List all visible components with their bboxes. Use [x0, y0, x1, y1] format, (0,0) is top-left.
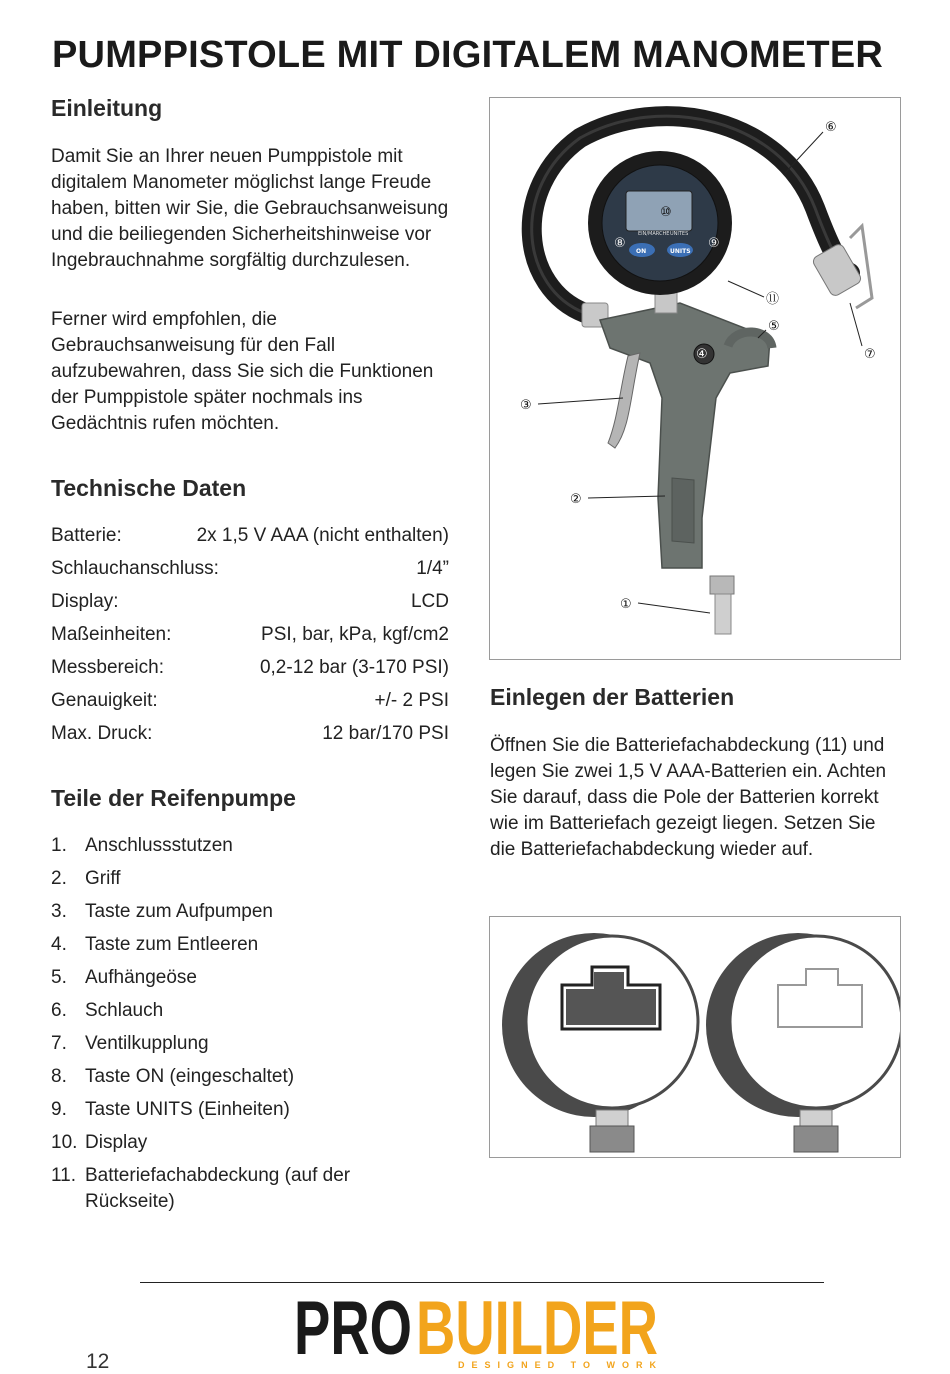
list-item: [51, 833, 385, 859]
callout-line-1: [638, 603, 710, 613]
spec-label: Display:: [51, 591, 119, 612]
intro-paragraph-1: Damit Sie an Ihrer neuen Pumppistole mit digitalem Manometer möglichst lange Freude haben, bitten wir Sie, die Gebrauchsanweisung und die beiliegenden Sicherheitshinweise vor Ingebrauchnahme sorgfältig durchzulesen.: [51, 146, 449, 271]
logo-pro-text: PRO: [294, 1288, 412, 1370]
spec-label: Maßeinheiten:: [51, 624, 172, 645]
spec-label: Schlauchanschluss:: [51, 558, 219, 579]
list-item: [51, 1097, 385, 1123]
batteries-paragraph: Öffnen Sie die Batteriefachabdeckung (11) und legen Sie zwei 1,5 V AAA-Batterien ein. Achten Sie darauf, dass die Pole der Batterien korrekt wie im Batteriefach gezeigt liegen. Setzen Sie die Batteriefachabdeckung wieder auf.: [490, 735, 887, 860]
logo-tagline: DESIGNED TO WORK: [458, 1360, 656, 1370]
connector-pin-shape: [715, 594, 731, 634]
gauge-small-left-label: EIN/MARCHE: [638, 231, 670, 237]
spec-row-hose-connection: [51, 556, 449, 582]
trigger-shape: [608, 353, 640, 448]
intro-paragraph-2: Ferner wird empfohlen, die Gebrauchsanweisung für den Fall aufzubewahren, dass Sie sich die Funktionen der Pumppistole später nochmals ins Gedächtnis rufen möchten.: [51, 309, 434, 434]
gauge-stem-left-shape: [596, 1110, 628, 1126]
footer-divider: [140, 1282, 824, 1283]
list-number: 1.: [51, 835, 67, 856]
spec-row-units: [51, 622, 449, 648]
probuilder-logo: [294, 1288, 662, 1370]
list-number: 4.: [51, 934, 67, 955]
list-text: Aufhängeöse: [85, 967, 197, 988]
list-number: 9.: [51, 1099, 67, 1120]
list-number: 7.: [51, 1033, 67, 1054]
spec-row-battery: [51, 523, 449, 549]
battery-compartment-illustration: [490, 917, 900, 1157]
gauge-nut-left-shape: [590, 1126, 634, 1152]
list-text: Display: [85, 1132, 148, 1153]
list-number: 6.: [51, 1000, 67, 1021]
spec-row-max-pressure: [51, 721, 449, 747]
list-item: [51, 965, 385, 991]
spec-value: 12 bar/170 PSI: [322, 723, 449, 744]
gauge-stem-right-shape: [800, 1110, 832, 1126]
list-item: [51, 998, 385, 1024]
callout-7: ⑦: [864, 347, 876, 362]
callout-5: ⑤: [768, 319, 780, 334]
list-number: 8.: [51, 1066, 67, 1087]
list-item: [51, 1064, 385, 1090]
callout-9: ⑨: [708, 236, 720, 251]
list-text: Schlauch: [85, 1000, 164, 1021]
list-item: [51, 932, 385, 958]
page-title: PUMPPISTOLE MIT DIGITALEM MANOMETER: [52, 34, 884, 76]
list-item: [51, 899, 385, 925]
specs-heading: Technische Daten: [51, 475, 247, 501]
list-item: [51, 1163, 385, 1215]
spec-row-display: [51, 589, 449, 615]
callout-8: ⑧: [614, 236, 626, 251]
list-text: Anschlussstutzen: [85, 835, 233, 856]
callout-line-7: [850, 303, 862, 346]
callout-1: ①: [620, 597, 632, 612]
spec-value: 0,2-12 bar (3-170 PSI): [259, 657, 449, 678]
list-number: 2.: [51, 868, 67, 889]
grip-panel-shape: [672, 478, 694, 543]
list-number: 3.: [51, 901, 67, 922]
list-text: Ventilkupplung: [85, 1033, 209, 1054]
spec-label: Batterie:: [51, 525, 122, 546]
batteries-heading: Einlegen der Batterien: [490, 684, 735, 710]
callout-line-2: [588, 496, 665, 498]
parts-list: [51, 833, 385, 1222]
spec-value: PSI, bar, kPa, kgf/cm2: [261, 624, 449, 645]
list-item: [51, 1130, 385, 1156]
battery-figure: [489, 916, 901, 1158]
callout-line-11: [728, 281, 764, 297]
spec-value: 1/4”: [416, 558, 449, 579]
list-text: Taste UNITS (Einheiten): [85, 1099, 290, 1120]
spec-value: 2x 1,5 V AAA (nicht enthalten): [196, 525, 449, 546]
spec-value: +/- 2 PSI: [374, 690, 449, 711]
logo-builder-text: BUILDER: [416, 1288, 658, 1370]
spec-label: Max. Druck:: [51, 723, 153, 744]
list-text: Taste zum Aufpumpen: [85, 901, 273, 922]
callout-11: ⑪: [766, 292, 780, 307]
spec-value: LCD: [410, 591, 449, 612]
list-text: Batteriefachabdeckung (auf der Rückseite): [85, 1165, 351, 1212]
product-figure: [489, 97, 901, 660]
spec-row-range: [51, 655, 449, 681]
connector-nut-shape: [710, 576, 734, 594]
list-number: 11.: [51, 1165, 77, 1186]
intro-heading: Einleitung: [51, 95, 163, 121]
units-button-label: UNITS: [670, 248, 691, 255]
list-text: Taste zum Entleeren: [85, 934, 259, 955]
parts-heading: Teile der Reifenpumpe: [51, 785, 296, 811]
spec-row-accuracy: [51, 688, 449, 714]
list-number: 10.: [51, 1132, 78, 1153]
list-number: 5.: [51, 967, 67, 988]
callout-line-3: [538, 398, 623, 404]
callout-2: ②: [570, 492, 582, 507]
list-text: Griff: [85, 868, 121, 889]
list-item: [51, 866, 385, 892]
spec-label: Messbereich:: [51, 657, 164, 678]
gauge-small-right-label: UNITES: [670, 231, 689, 237]
page-number: 12: [86, 1350, 110, 1373]
lcd-display-shape: [626, 191, 692, 231]
callout-line-6: [785, 132, 823, 173]
pump-gun-illustration: [490, 98, 900, 659]
callout-3: ③: [520, 398, 532, 413]
callout-10: ⑩: [660, 205, 672, 220]
list-text: Taste ON (eingeschaltet): [85, 1066, 295, 1087]
on-button-label: ON: [636, 248, 647, 255]
list-item: [51, 1031, 385, 1057]
gauge-nut-right-shape: [794, 1126, 838, 1152]
callout-4: ④: [696, 347, 708, 362]
callout-6: ⑥: [825, 120, 837, 135]
spec-label: Genauigkeit:: [51, 690, 158, 711]
valve-coupling-shape: [811, 242, 862, 297]
